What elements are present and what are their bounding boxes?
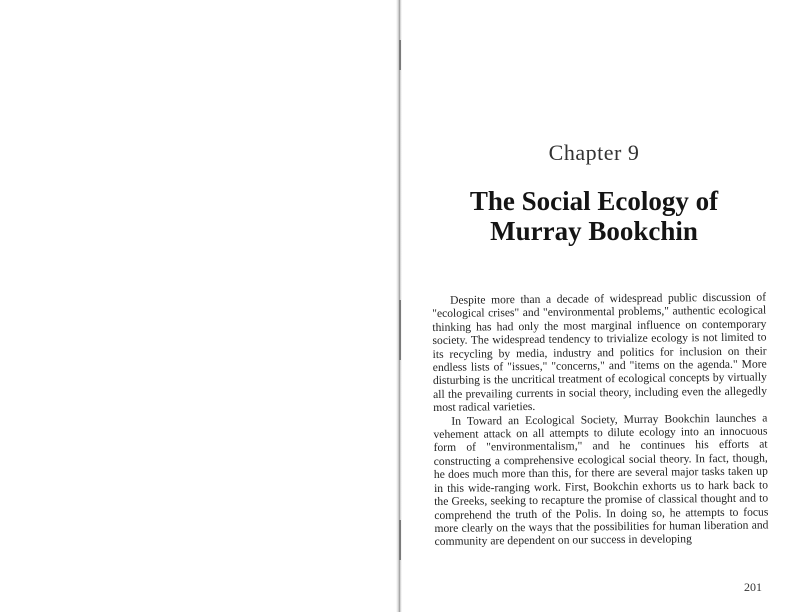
chapter-label: Chapter 9 xyxy=(548,140,640,165)
chapter-title-line1: The Social Ecology of xyxy=(469,186,719,216)
right-page xyxy=(418,0,770,612)
chapter-title-line2: Murray Bookchin xyxy=(490,216,698,246)
body-paragraph-2: In Toward an Ecological Society, Murray Bookchin launches a vehement attack on all attempts to dilute ecology into an innocuous form of "environmentalism," and he continues his efforts at constructing a comprehensive ecological social theory. In fact, though, he does much more than this, for there are several major tasks taken up in this wide-ranging work. First, Bookchin exhorts us to hark back to the Greeks, seeking to recapture the promise of classical thought and to comprehend the truth of the Polis. In doing so, he attempts to focus more clearly on the ways that the possibilities for human liberation and community are dependent on our success in developing xyxy=(433,411,769,549)
gutter-shadow xyxy=(399,40,401,70)
chapter-body-text xyxy=(432,291,769,549)
chapter-title xyxy=(418,186,770,246)
gutter-shadow xyxy=(399,300,401,360)
page-number: 201 xyxy=(744,580,762,594)
body-paragraph-1: Despite more than a decade of widespread public discussion of "ecological crises" and "environmental problems," authentic ecological thinking has had only the most marginal influence on contemporary society. The widespread tendency to trivialize ecology is not limited to its recycling by media, industry and politics for inclusion on their endless lists of "issues," "concerns," and "items on the agenda." More disturbing is the uncritical treatment of ecological concepts by virtually all the prevailing currents in social theory, including even the allegedly most radical varieties. xyxy=(432,290,768,415)
gutter-shadow xyxy=(399,520,401,560)
